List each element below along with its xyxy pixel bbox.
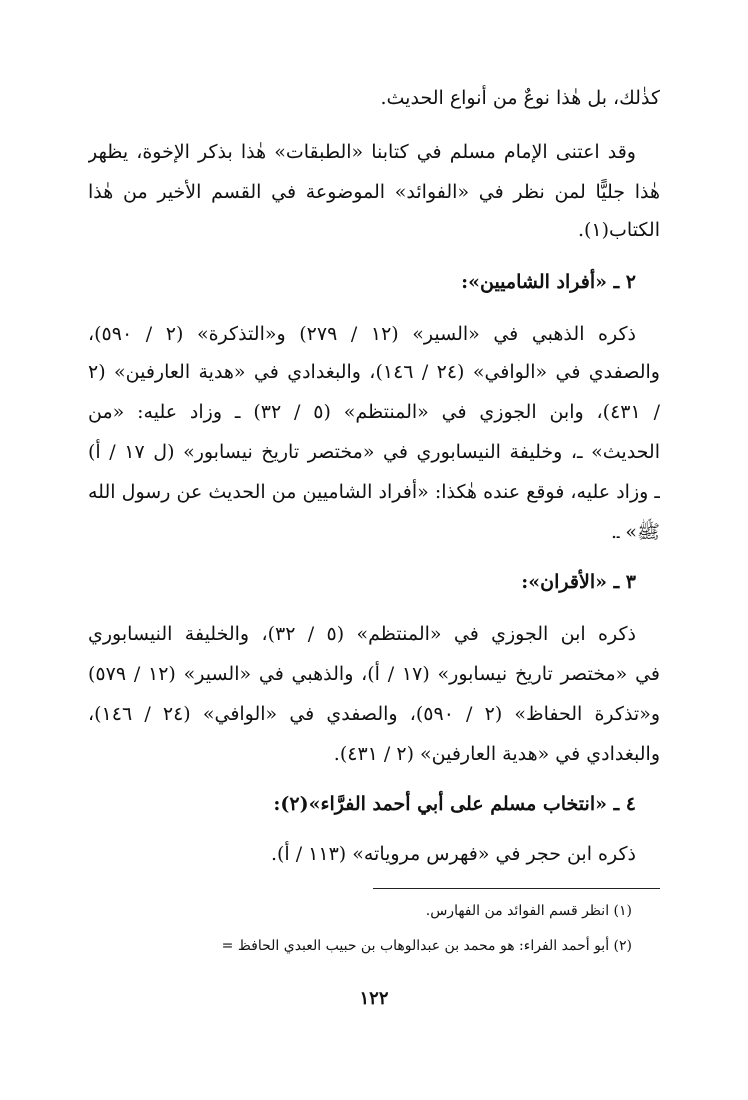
body-line-7: والصفدي في «الوافي» (٢٤ / ١٤٦)، والبغدادي في «هدية العارفين» (٢	[88, 361, 660, 383]
body-line-11: ﷺ» ـ.	[610, 521, 660, 543]
body-line-10: ـ وزاد عليه، فوقع عنده هٰكذا: «أفراد الشاميين من الحديث عن رسول الله	[88, 481, 660, 503]
body-line-3: هٰذا جليًّا لمن نظر في «الفوائد» الموضوعة في القسم الأخير من هٰذا	[88, 181, 660, 203]
body-line-8: / ٤٣١)، وابن الجوزي في «المنتظم» (٥ / ٣٢) ـ وزاد عليه: «من	[88, 401, 660, 423]
section-heading-4: ٤ ـ «انتخاب مسلم على أبي أحمد الفرَّاء»(٢):	[273, 793, 636, 815]
body-line-2: وقد اعتنى الإمام مسلم في كتابنا «الطبقات» هٰذا بذكر الإخوة، يظهر	[88, 141, 636, 163]
body-line-6: ذكره الذهبي في «السير» (١٢ / ٢٧٩) و«التذكرة» (٢ / ٥٩٠)،	[88, 323, 636, 345]
footnote-1: (١) انظر قسم الفوائد من الفهارس.	[425, 903, 632, 919]
section-heading-2: ٢ ـ «أفراد الشاميين»:	[461, 271, 636, 293]
footnote-separator	[373, 888, 660, 889]
body-line-9: الحديث» ـ، وخليفة النيسابوري في «مختصر تاريخ نيسابور» (ل ١٧ / أ)	[88, 441, 660, 463]
footnote-2: (٢) أبو أحمد الفراء: هو محمد بن عبدالوهاب بن حبيب العبدي الحافظ =	[221, 938, 632, 954]
body-line-15: و«تذكرة الحفاظ» (٢ / ٥٩٠)، والصفدي في «الوافي» (٢٤ / ١٤٦)،	[88, 703, 660, 725]
body-line-1: كذٰلك، بل هٰذا نوعٌ من أنواع الحديث.	[380, 87, 660, 109]
body-line-14: في «مختصر تاريخ نيسابور» (١٧ / أ)، والذهبي في «السير» (١٢ / ٥٧٩)	[88, 663, 660, 685]
page-number: ١٢٢	[359, 988, 389, 1009]
body-line-13: ذكره ابن الجوزي في «المنتظم» (٥ / ٣٢)، والخليفة النيسابوري	[88, 623, 636, 645]
section-heading-3: ٣ ـ «الأقران»:	[521, 571, 636, 593]
body-line-4: الكتاب(١).	[577, 219, 660, 241]
body-line-16: والبغدادي في «هدية العارفين» (٢ / ٤٣١).	[333, 743, 660, 765]
body-line-18: ذكره ابن حجر في «فهرس مروياته» (١١٣ / أ).	[270, 843, 636, 865]
